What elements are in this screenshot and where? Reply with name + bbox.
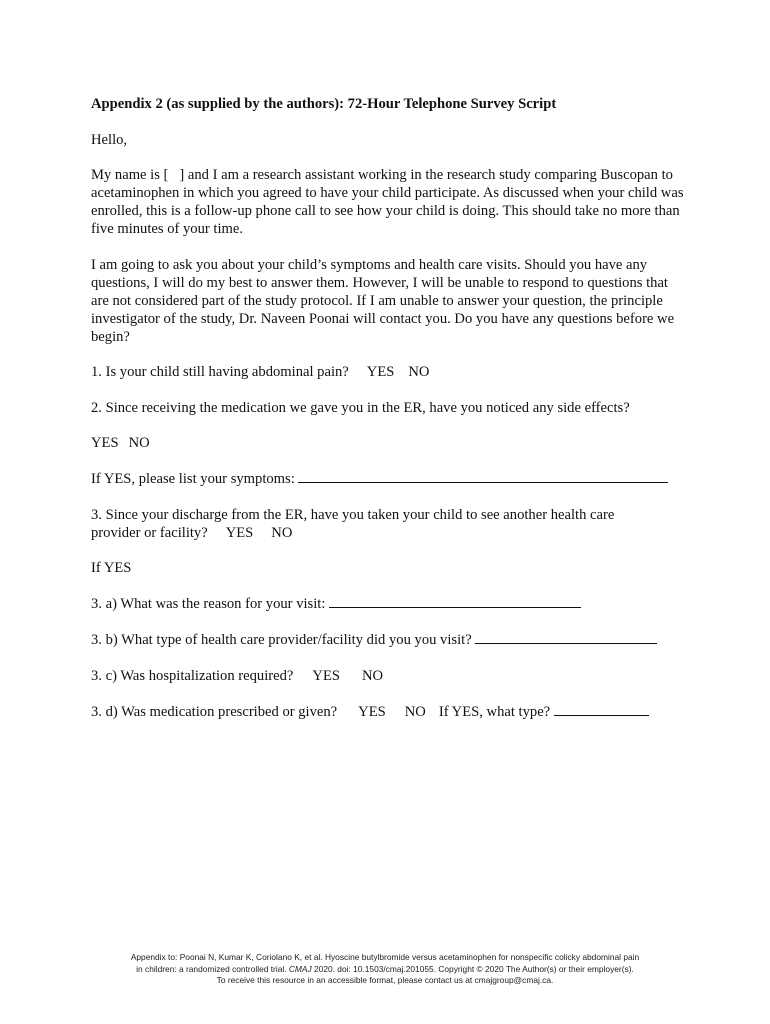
question-2-followup [91,470,691,488]
question-3d [91,703,691,721]
question-3c-yes: YES [312,668,340,684]
footer-line-2b: 2020. doi: 10.1503/cmaj.201055. Copyright © 2020 The Author(s) or their employer(s). [314,963,634,974]
question-3c-no: NO [361,668,384,684]
question-3a [91,595,691,613]
footer-line-2 [60,964,710,976]
footer-journal: CMAJ [288,963,312,974]
if-yes-label: If YES [91,560,132,576]
question-3d-no: NO [404,704,426,720]
question-3d-followup: If YES, what type? [438,704,551,720]
question-1-no: NO [408,364,430,380]
footer-line-3: To receive this resource in an accessible format, please contact us at cmajgroup@cmaj.ca. [216,975,554,985]
medication-type-blank-line [554,703,649,716]
question-3a-text: 3. a) What was the reason for your visit: [91,596,326,612]
question-2: 2. Since receiving the medication we gave you in the ER, have you noticed any side effects? [91,400,630,416]
question-3-line-1: 3. Since your discharge from the ER, have you taken your child to see another health care [91,507,615,523]
question-3-no: NO [271,525,293,541]
question-3d-yes: YES [358,704,386,720]
question-3c [91,667,691,685]
footer-line-2a: in children: a randomized controlled trial. [136,963,287,974]
footer-line-1: Appendix to: Poonai N, Kumar K, Coriolano K, et al. Hyoscine butylbromide versus acetaminophen for nonspecific colicky abdominal pain [130,952,640,962]
document-title: Appendix 2 (as supplied by the authors): 72-Hour Telephone Survey Script [91,96,557,112]
greeting: Hello, [91,132,128,148]
instructions-paragraph: I am going to ask you about your child’s symptoms and health care visits. Should you have any questions, I will do my best to answer them. However, I will be unable to respond to questions that are not considered part of the study protocol. If I am unable to answer your question, the principle investigator of the study, Dr. Naveen Poonai will contact you. Do you have any questions before we begin? [91,257,675,345]
symptoms-blank-line [298,470,668,483]
question-2-yes: YES [91,435,119,451]
question-1-text: 1. Is your child still having abdominal pain? [91,364,349,380]
provider-type-blank-line [475,631,657,644]
question-3c-text: 3. c) Was hospitalization required? [91,668,294,684]
question-1 [91,363,691,381]
question-2-answers [91,434,691,452]
question-3b-text: 3. b) What type of health care provider/facility did you you visit? [91,632,472,648]
question-3b [91,631,691,649]
question-2-no: NO [128,435,150,451]
citation-footer [60,952,710,987]
question-3d-text: 3. d) Was medication prescribed or given? [91,704,338,720]
question-3-line-2 [91,524,691,542]
visit-reason-blank-line [329,595,581,608]
question-3-yes: YES [225,525,254,541]
intro-paragraph: My name is [ ] and I am a research assistant working in the research study comparing Buscopan to acetaminophen in which you agreed to have your child participate. As discussed when your child was enrolled, this is a follow-up phone call to see how your child is doing. This should take no more than five minutes of your time. [91,167,684,237]
question-3-text: provider or facility? [91,525,208,541]
question-1-yes: YES [366,364,395,380]
question-2-followup-text: If YES, please list your symptoms: [91,471,295,487]
